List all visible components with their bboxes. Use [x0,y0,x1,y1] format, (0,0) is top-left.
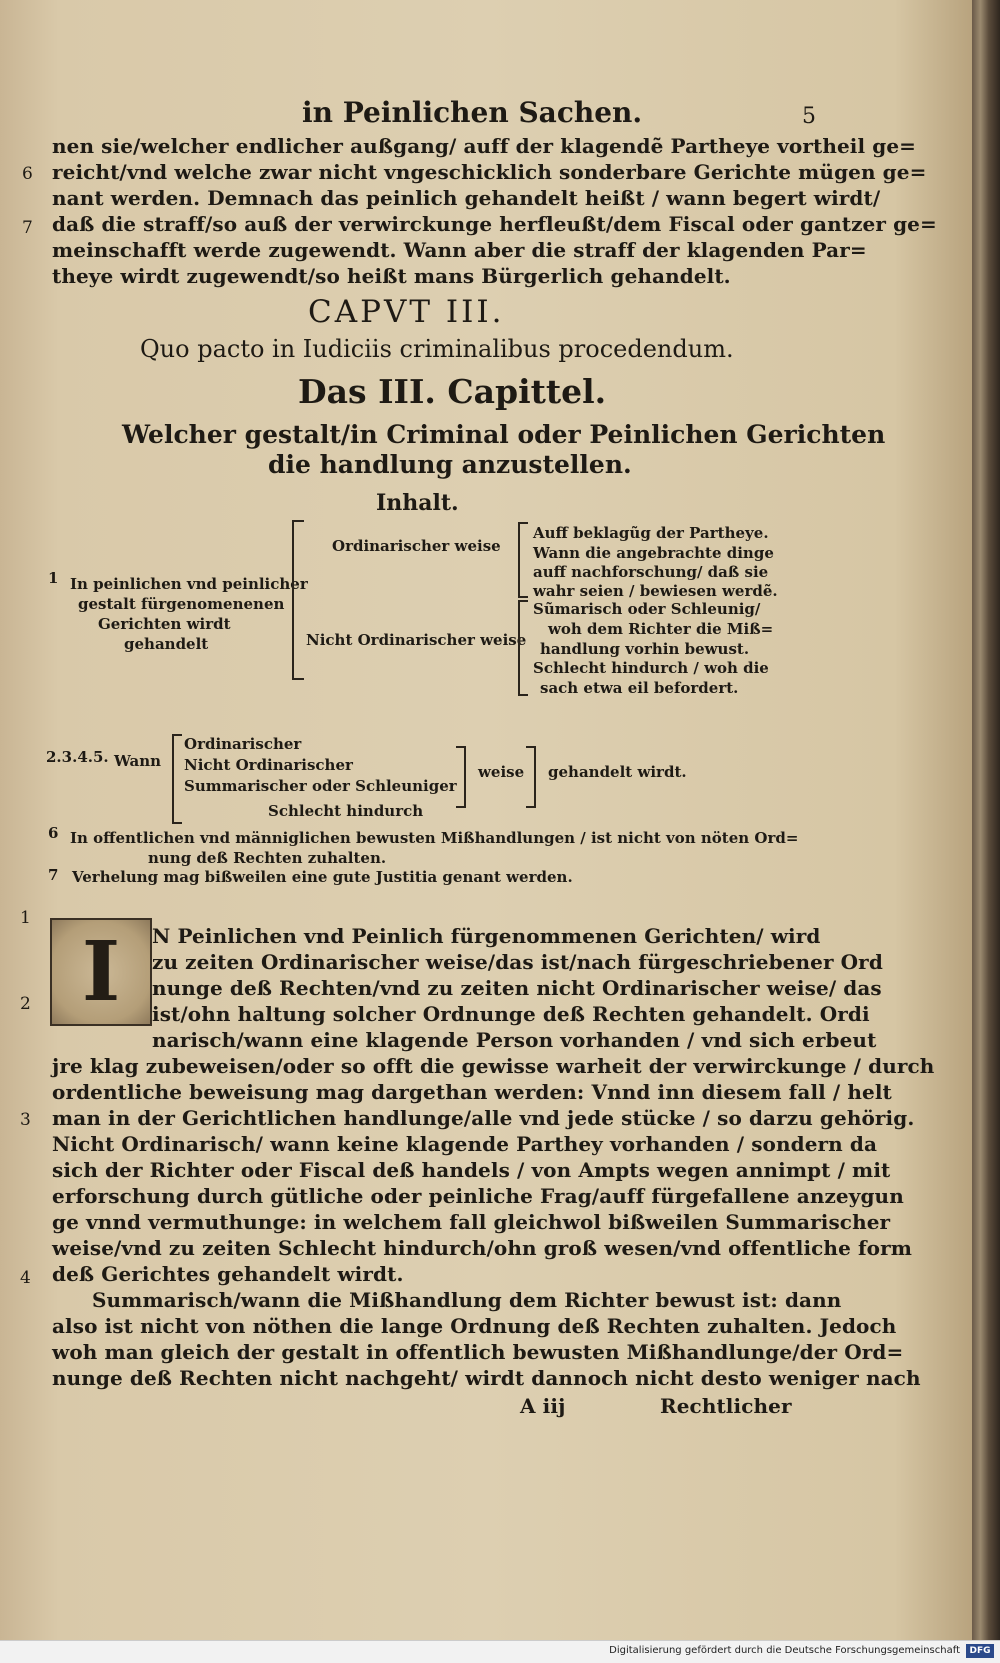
summary-brace [172,734,182,824]
text-line: jre klag zubeweisen/oder so offt die gewisse warheit der verwirckunge / durch [52,1054,935,1078]
text-line: also ist nicht von nöthen die lange Ordnung deß Rechten zuhalten. Jedoch [52,1314,897,1338]
non-ordinary-branch: handlung vorhin bewust. [540,640,750,658]
catchword: Rechtlicher [660,1394,792,1418]
summary-item6-line: nung deß Rechten zuhalten. [148,849,387,867]
summary-item-number: 1 [48,569,59,587]
text-line: ist/ohn haltung solcher Ordnunge deß Rechten gehandelt. Ordi [152,1002,870,1026]
summary-item-number: 2.3.4.5. [46,748,109,766]
summary-item1-line: Gerichten wirdt [98,615,231,633]
footer-credit: Digitalisierung gefördert durch die Deutsche Forschungsgemeinschaft [609,1645,960,1656]
summary-option: Nicht Ordinarischer [184,756,353,774]
summary-result: gehandelt wirdt. [548,763,687,781]
text-line: nunge deß Rechten nicht nachgeht/ wirdt dannoch nicht desto weniger nach [52,1366,921,1390]
summary-item1-line: gestalt fürgenomenenen [78,595,285,613]
text-line: Summarisch/wann die Mißhandlung dem Richter bewust ist: dann [92,1288,842,1312]
non-ordinary-label: Nicht Ordinarischer weise [306,631,527,649]
text-line: weise/vnd zu zeiten Schlecht hindurch/ohn groß wesen/vnd offentliche form [52,1236,912,1260]
summary-item-number: 7 [48,866,59,884]
summary-brace [526,746,536,808]
initial-letter: I [81,924,121,1020]
text-line: nen sie/welcher endlicher außgang/ auff der klagendẽ Partheye vortheil ge= [52,134,917,158]
german-chapter-subheading: Welcher gestalt/in Criminal oder Peinlichen Gerichten [122,420,886,449]
summary-brace [518,600,528,696]
margin-number: 6 [22,164,33,184]
non-ordinary-branch: Schlecht hindurch / woh die [533,659,769,677]
text-line: narisch/wann eine klagende Person vorhanden / vnd sich erbeut [152,1028,877,1052]
text-line: reicht/vnd welche zwar nicht vngeschicklich sonderbare Gerichte mügen ge= [52,160,927,184]
margin-number: 1 [20,908,31,928]
text-line: nunge deß Rechten/vnd zu zeiten nicht Ordinarischer weise/ das [152,976,882,1000]
text-line: theye wirdt zugewendt/so heißt mans Bürgerlich gehandelt. [52,264,731,288]
summary-option: Ordinarischer [184,735,302,753]
page-number: 5 [802,104,816,129]
german-chapter-heading: Das III. Capittel. [298,372,607,411]
text-line: deß Gerichtes gehandelt wirdt. [52,1262,404,1286]
margin-number: 2 [20,994,31,1014]
dfg-logo: DFG [966,1644,994,1658]
margin-number: 7 [22,218,33,238]
decorated-initial [50,918,152,1026]
summary-brace [292,520,304,680]
non-ordinary-branch: sach etwa eil befordert. [540,679,739,697]
ordinary-branch: Wann die angebrachte dinge [533,544,774,562]
summary-brace [456,746,466,808]
footer-bar [0,1640,1000,1663]
text-line: daß die straff/so auß der verwirckunge herfleußt/dem Fiscal oder gantzer ge= [52,212,937,236]
text-line: sich der Richter oder Fiscal deß handels / von Ampts wegen annimpt / mit [52,1158,891,1182]
text-line: man in der Gerichtlichen handlunge/alle vnd jede stücke / so darzu gehörig. [52,1106,915,1130]
german-chapter-subheading: die handlung anzustellen. [268,450,632,479]
summary-brace [518,522,528,598]
non-ordinary-branch: woh dem Richter die Miß= [548,620,774,638]
text-line: woh man gleich der gestalt in offentlich bewusten Mißhandlunge/der Ord= [52,1340,904,1364]
margin-number: 3 [20,1110,31,1130]
summary-weise: weise [478,763,525,781]
text-line: zu zeiten Ordinarischer weise/das ist/nach fürgeschriebener Ord [152,950,883,974]
summary-item-number: 6 [48,824,59,842]
ordinary-branch: Auff beklagũg der Partheye. [533,524,769,542]
inhalt-title: Inhalt. [376,490,459,516]
ordinary-branch: auff nachforschung/ daß sie [533,563,769,581]
text-line: ge vnnd vermuthunge: in welchem fall gleichwol bißweilen Summarischer [52,1210,891,1234]
summary-item1-line: In peinlichen vnd peinlicher [70,575,308,593]
signature-mark: A iij [520,1394,566,1418]
text-line: erforschung durch gütliche oder peinliche Frag/auff fürgefallene anzeygun [52,1184,904,1208]
non-ordinary-branch: Sũmarisch oder Schleunig/ [533,600,761,618]
latin-chapter-subheading: Quo pacto in Iudiciis criminalibus procedendum. [140,335,734,363]
summary-option: Schlecht hindurch [268,802,424,820]
page-edge [972,0,1000,1640]
text-line: ordentliche beweisung mag dargethan werden: Vnnd inn diesem fall / helt [52,1080,892,1104]
text-line: nant werden. Demnach das peinlich gehandelt heißt / wann begert wirdt/ [52,186,881,210]
ordinary-branch: wahr seien / bewiesen werdẽ. [533,582,778,600]
text-line: Nicht Ordinarisch/ wann keine klagende Parthey vorhanden / sondern da [52,1132,878,1156]
latin-chapter-heading: CAPVT III. [308,294,505,330]
summary-option: Summarischer oder Schleuniger [184,777,457,795]
running-header: in Peinlichen Sachen. [302,96,643,129]
text-line: meinschafft werde zugewendt. Wann aber die straff der klagenden Par= [52,238,867,262]
margin-number: 4 [20,1268,31,1288]
text-line: N Peinlichen vnd Peinlich fürgenommenen Gerichten/ wird [152,924,821,948]
summary-wann: Wann [114,752,162,770]
ordinary-label: Ordinarischer weise [332,537,501,555]
summary-item6-line: In offentlichen vnd männiglichen bewusten Mißhandlungen / ist nicht von nöten Ord= [70,829,799,847]
summary-item1-line: gehandelt [124,635,209,653]
summary-item7-line: Verhelung mag bißweilen eine gute Justitia genant werden. [72,868,573,886]
